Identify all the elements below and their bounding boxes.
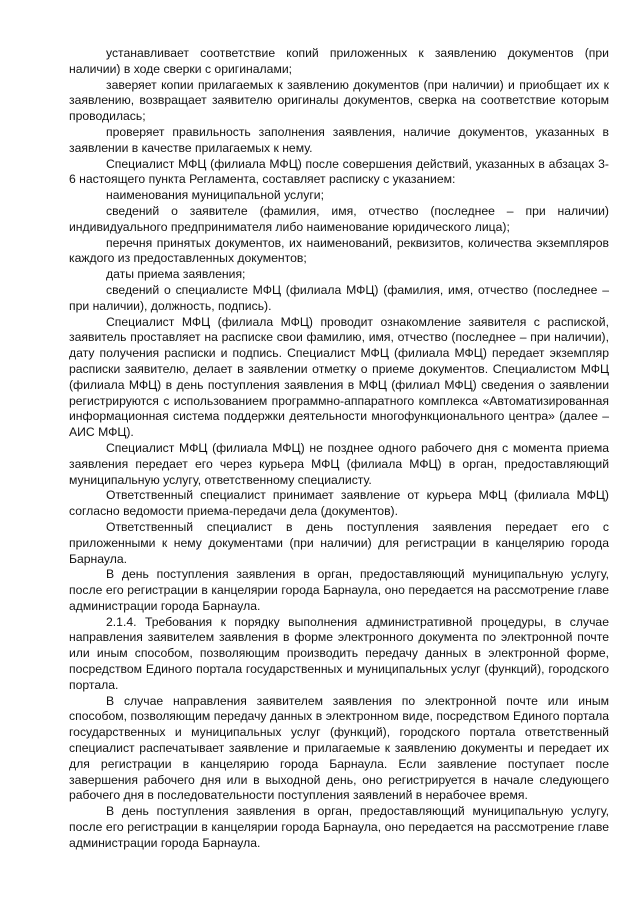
- paragraph: Специалист МФЦ (филиала МФЦ) проводит ознакомление заявителя с распиской, заявитель проставляет на расписке свои фамилию, имя, отчество (последнее – при наличии), дату получения расписки и подпись. Специалист МФЦ (филиала МФЦ) передает экземпляр расписки заявителю, делает в заявлении отметку о приеме документов. Специалистом МФЦ (филиала МФЦ) в день поступления заявления в МФЦ (филиал МФЦ) сведения о заявлении регистрируются с использованием программно-аппаратного комплекса «Автоматизированная информационная система поддержки деятельности многофункционального центра» (далее – АИС МФЦ).: [69, 314, 609, 440]
- paragraph: Ответственный специалист в день поступления заявления передает его с приложенными к нему документами (при наличии) для регистрации в канцелярию города Барнаула.: [69, 519, 609, 566]
- paragraph: проверяет правильность заполнения заявления, наличие документов, указанных в заявлении в качестве прилагаемых к нему.: [69, 124, 609, 155]
- paragraph: Ответственный специалист принимает заявление от курьера МФЦ (филиала МФЦ) согласно ведомости приема-передачи дела (документов).: [69, 488, 609, 519]
- paragraph: заверяет копии прилагаемых к заявлению документов (при наличии) и приобщает их к заявлению, возвращает заявителю оригиналы документов, сверка на соответствие которым проводилась;: [69, 77, 609, 124]
- paragraph: устанавливает соответствие копий приложенных к заявлению документов (при наличии) в ходе сверки с оригиналами;: [69, 46, 609, 76]
- paragraph: Специалист МФЦ (филиала МФЦ) не позднее одного рабочего дня с момента приема заявления передает его через курьера МФЦ (филиала МФЦ) в орган, предоставляющий муниципальную услугу, ответственному специалисту.: [69, 440, 609, 487]
- paragraph: сведений о заявителе (фамилия, имя, отчество (последнее – при наличии) индивидуального предпринимателя либо наименование юридического лица);: [69, 203, 609, 234]
- paragraph: сведений о специалисте МФЦ (филиала МФЦ) (фамилия, имя, отчество (последнее – при наличии), должность, подпись).: [69, 282, 609, 313]
- paragraph: наименования муниципальной услуги;: [106, 188, 324, 203]
- paragraph: перечня принятых документов, их наименований, реквизитов, количества экземпляров каждого из предоставленных документов;: [69, 235, 609, 266]
- paragraph: 2.1.4. Требования к порядку выполнения административной процедуры, в случае направления заявителем заявления в форме электронного документа по электронной почте или иным способом, позволяющим производить передачу данных в электронной форме, посредством Единого портала государственных и муниципальных услуг (функций), городского портала.: [69, 614, 609, 692]
- paragraph: Специалист МФЦ (филиала МФЦ) после совершения действий, указанных в абзацах 3-6 настоящего пункта Регламента, составляет расписку с указанием:: [69, 156, 609, 187]
- paragraph: В день поступления заявления в орган, предоставляющий муниципальную услугу, после его регистрации в канцелярии города Барнаула, оно передается на рассмотрение главе администрации города Барнаула.: [69, 567, 609, 613]
- paragraph: В случае направления заявителем заявления по электронной почте или иным способом, позволяющим передачу данных в электронном виде, посредством Единого портала государственных и муниципальных услуг (функций), городского портала ответственный специалист распечатывает заявление и прилагаемые к заявлению документы и передает их для регистрации в канцелярию города Барнаула. Если заявление поступает после завершения рабочего дня или в выходной день, оно регистрируется в начале следующего рабочего дня в последовательности поступления заявлений в нерабочее время.: [69, 693, 609, 803]
- paragraph: даты приема заявления;: [106, 267, 246, 282]
- paragraph: В день поступления заявления в орган, предоставляющий муниципальную услугу, после его регистрации в канцелярии города Барнаула, оно передается на рассмотрение главе администрации города Барнаула.: [69, 804, 609, 850]
